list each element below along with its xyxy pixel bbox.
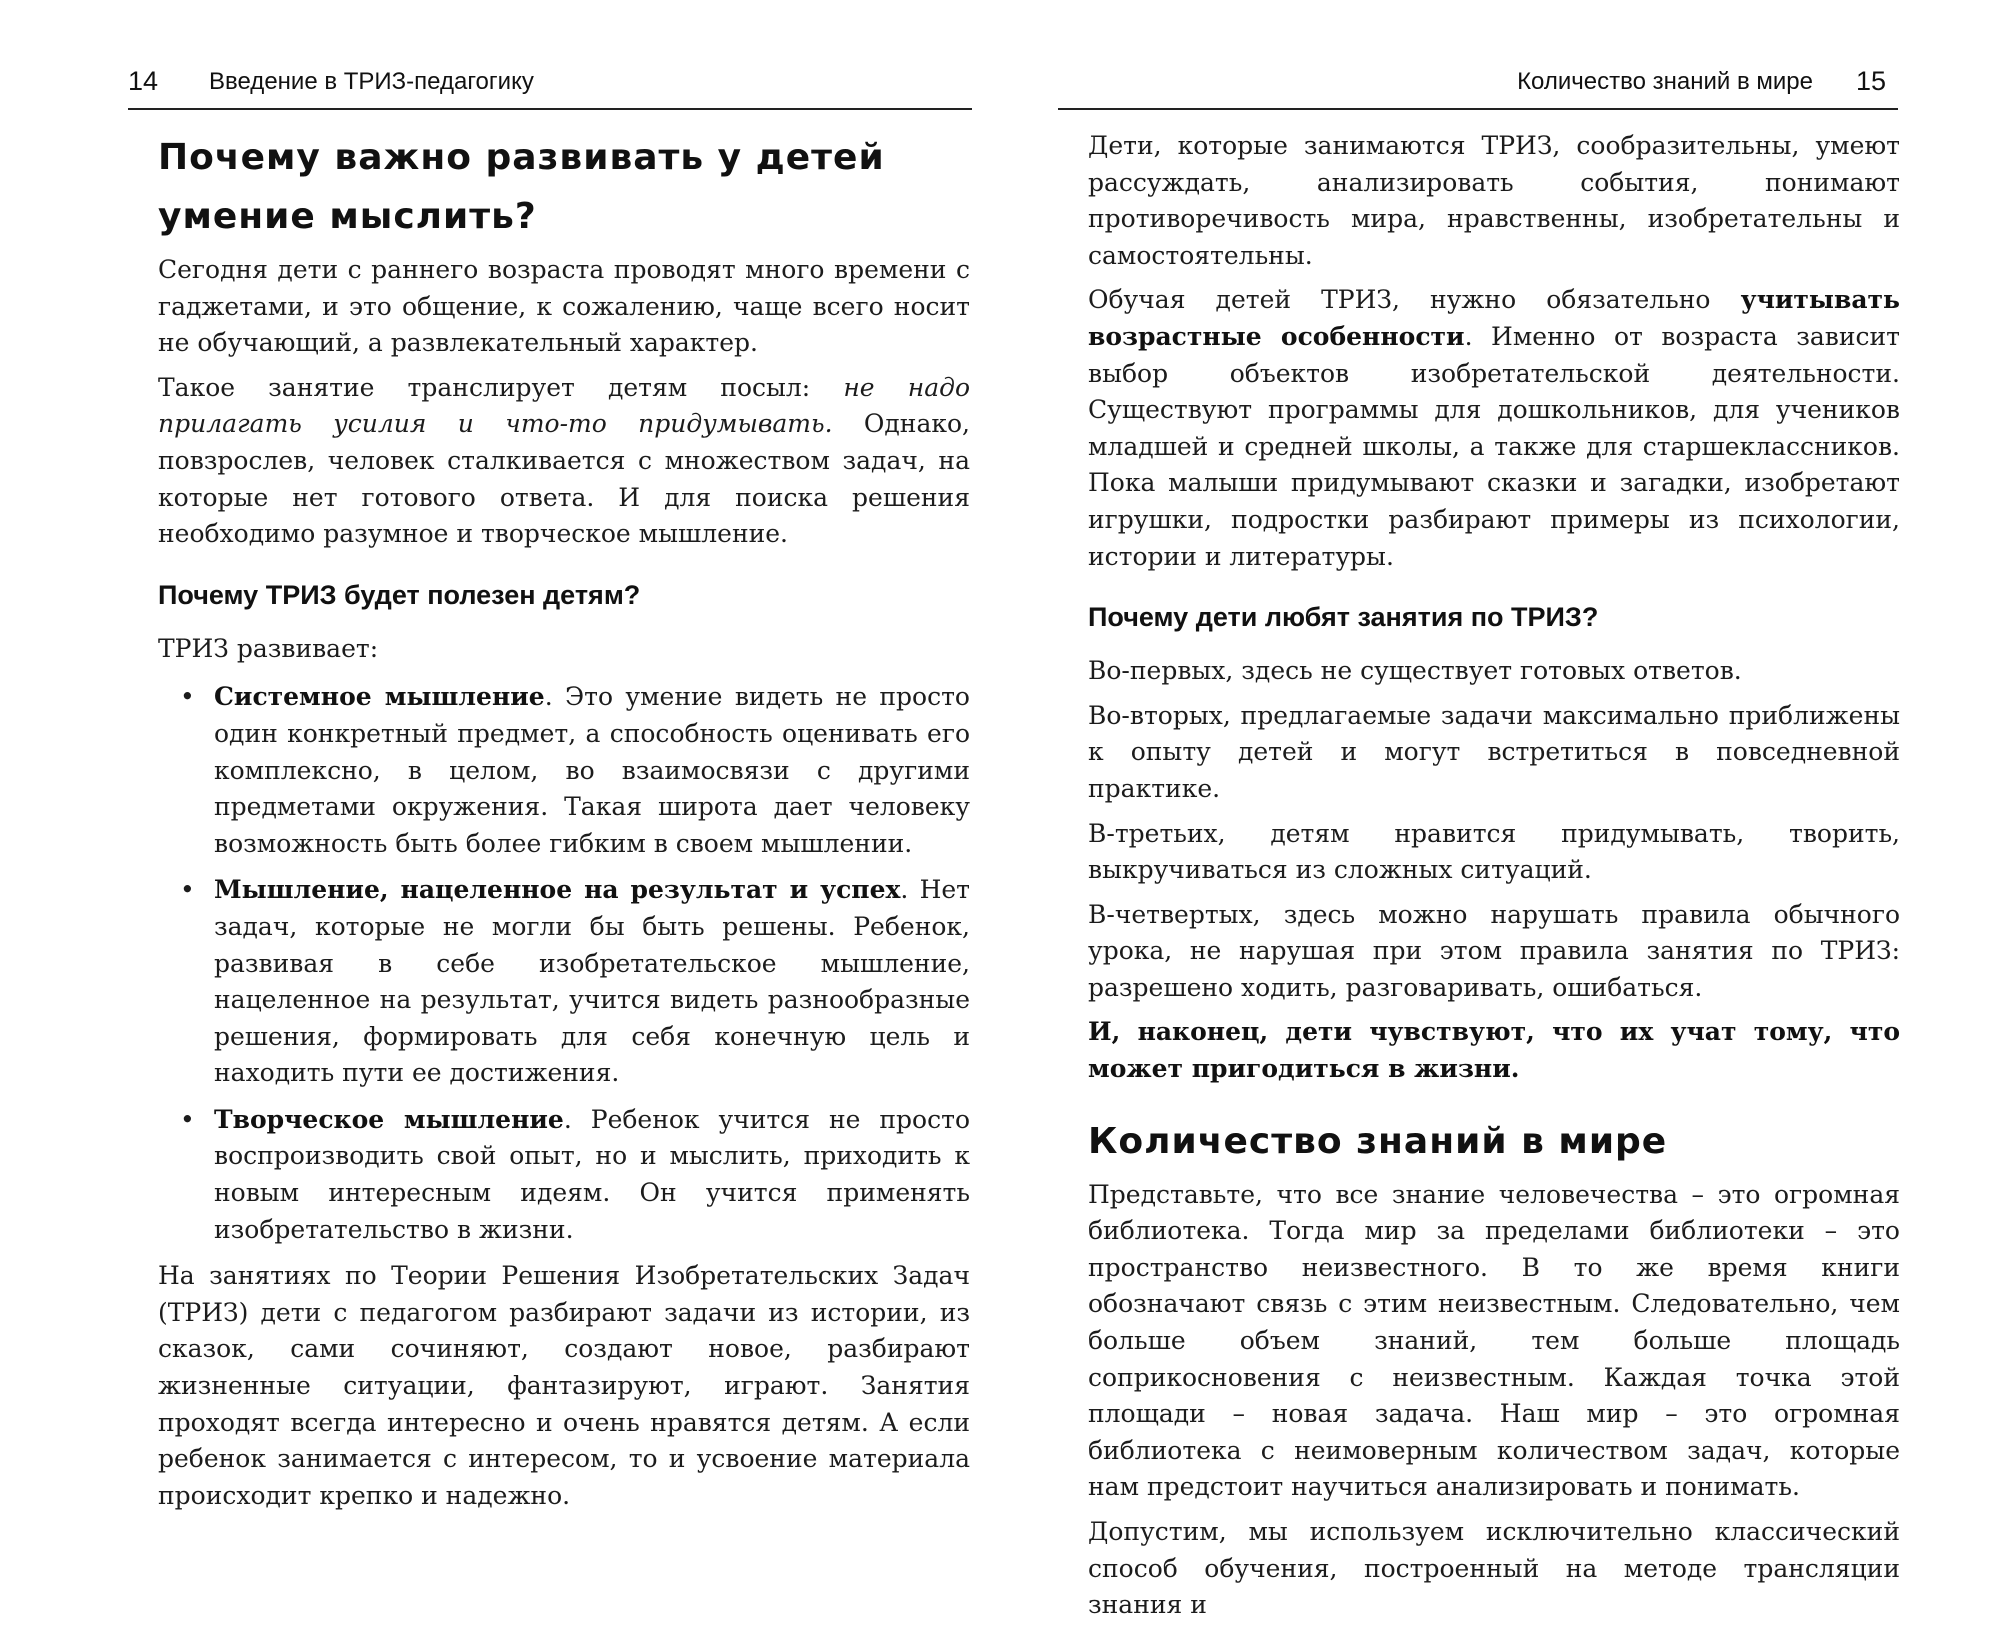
paragraph: Допустим, мы используем исключительно классический способ обучения, построенный на методе трансляции знания и (1088, 1517, 1900, 1620)
page-number-left: 14 (128, 66, 159, 96)
paragraph: Во-вторых, предлагаемые задачи максимально приближены к опыту детей и могут встретиться в повседневной практике. (1088, 700, 1900, 803)
bullet-list (158, 679, 970, 1248)
page-number-right: 15 (1855, 66, 1886, 96)
paragraph: На занятиях по Теории Решения Изобретательских Задач (ТРИЗ) дети с педагогом разбирают задачи из истории, из сказок, сами сочиняют, создают новое, разбирают жизненные ситуации, фантазируют, играют. Занятия проходят всегда интересно и очень нравятся детям. А если ребенок занимается с интересом, то и усвоение материала происходит крепко и надежно. (158, 1261, 970, 1510)
running-header-left (128, 64, 972, 110)
paragraph: Сегодня дети с раннего возраста проводят много времени с гаджетами, и это общение, к сожалению, чаще всего носит не обучающий, а развлекательный характер. (158, 255, 970, 358)
list-item: • Системное мышление. Это умение видеть не просто один конкретный предмет, а способность оценивать его комплексно, в целом, во взаимосвязи с другими предметами окружения. Такая широта дает человеку возможность быть более гибким в своем мышлении. (214, 679, 970, 862)
running-title-left: Введение в ТРИЗ-педагогику (209, 68, 534, 95)
subheading-why-triz-useful: Почему ТРИЗ будет полезен детям? (158, 579, 641, 610)
list-item: • Творческое мышление. Ребенок учится не просто воспроизводить свой опыт, но и мыслить, приходить к новым интересным идеям. Он учится применять изобретательство в жизни. (214, 1102, 970, 1248)
subheading-why-kids-love-triz: Почему дети любят занятия по ТРИЗ? (1088, 602, 1599, 633)
bullet-icon: • (180, 875, 195, 905)
paragraph: ТРИЗ развивает: (158, 633, 379, 663)
left-page-content (158, 128, 970, 1522)
section-heading-knowledge: Количество знаний в мире (1088, 1120, 1668, 1162)
paragraph: В-третьих, детям нравится придумывать, творить, выкручиваться из сложных ситуаций. (1088, 818, 1900, 885)
paragraph: Дети, которые занимаются ТРИЗ, сообразительны, умеют рассуждать, анализировать события, понимают противоречивость мира, нравственны, изобретательны и самостоятельны. (1088, 131, 1900, 270)
paragraph: Во-первых, здесь не существует готовых ответов. (1088, 656, 1742, 686)
right-page (1000, 0, 2000, 1620)
bullet-icon: • (180, 1104, 195, 1134)
right-page-content (1088, 128, 1900, 1632)
paragraph: Обучая детей ТРИЗ, нужно обязательно учитывать возрастные особенности. Именно от возраста зависит выбор объектов изобретательской деятельности. Существуют программы для дошкольников, для учеников младшей и средней школы, а также для старшеклассников. Пока малыши придумывают сказки и загадки, изобретают игрушки, подростки разбирают примеры из психологии, истории и литературы. (1088, 285, 1900, 571)
paragraph: И, наконец, дети чувствуют, что их учат тому, что может пригодиться в жизни. (1088, 1017, 1900, 1084)
running-header-right (1058, 64, 1898, 110)
paragraph: В-четвертых, здесь можно нарушать правила обычного урока, не нарушая при этом правила занятия по ТРИЗ: разрешено ходить, разговаривать, ошибаться. (1088, 899, 1900, 1002)
running-title-right: Количество знаний в мире (1517, 68, 1813, 95)
section-heading-why-think: Почему важно развивать у детей умение мыслить? (158, 137, 885, 237)
list-item: • Мышление, нацеленное на результат и успех. Нет задач, которые не могли бы быть решены. Ребенок, развивая в себе изобретательское мышление, нацеленное на результат, учится видеть разнообразные решения, формировать для себя конечную цель и находить пути ее достижения. (214, 872, 970, 1092)
bullet-icon: • (180, 682, 195, 712)
paragraph: Такое занятие транслирует детям посыл: не надо прилагать усилия и что-то придумывать. Однако, повзрослев, человек сталкивается с множеством задач, на которые нет готового ответа. И для поиска решения необходимо разумное и творческое мышление. (158, 372, 971, 549)
paragraph: Представьте, что все знание человечества – это огромная библиотека. Тогда мир за пределами библиотеки – это пространство неизвестного. В то же время книги обозначают связь с этим неизвестным. Следовательно, чем больше объем знаний, тем больше площадь соприкосновения с неизвестным. Каждая точка этой площади – новая задача. Наш мир – это огромная библиотека с неимоверным количеством задач, которые нам предстоит научиться анализировать и понимать. (1088, 1179, 1900, 1502)
left-page (0, 0, 1000, 1549)
